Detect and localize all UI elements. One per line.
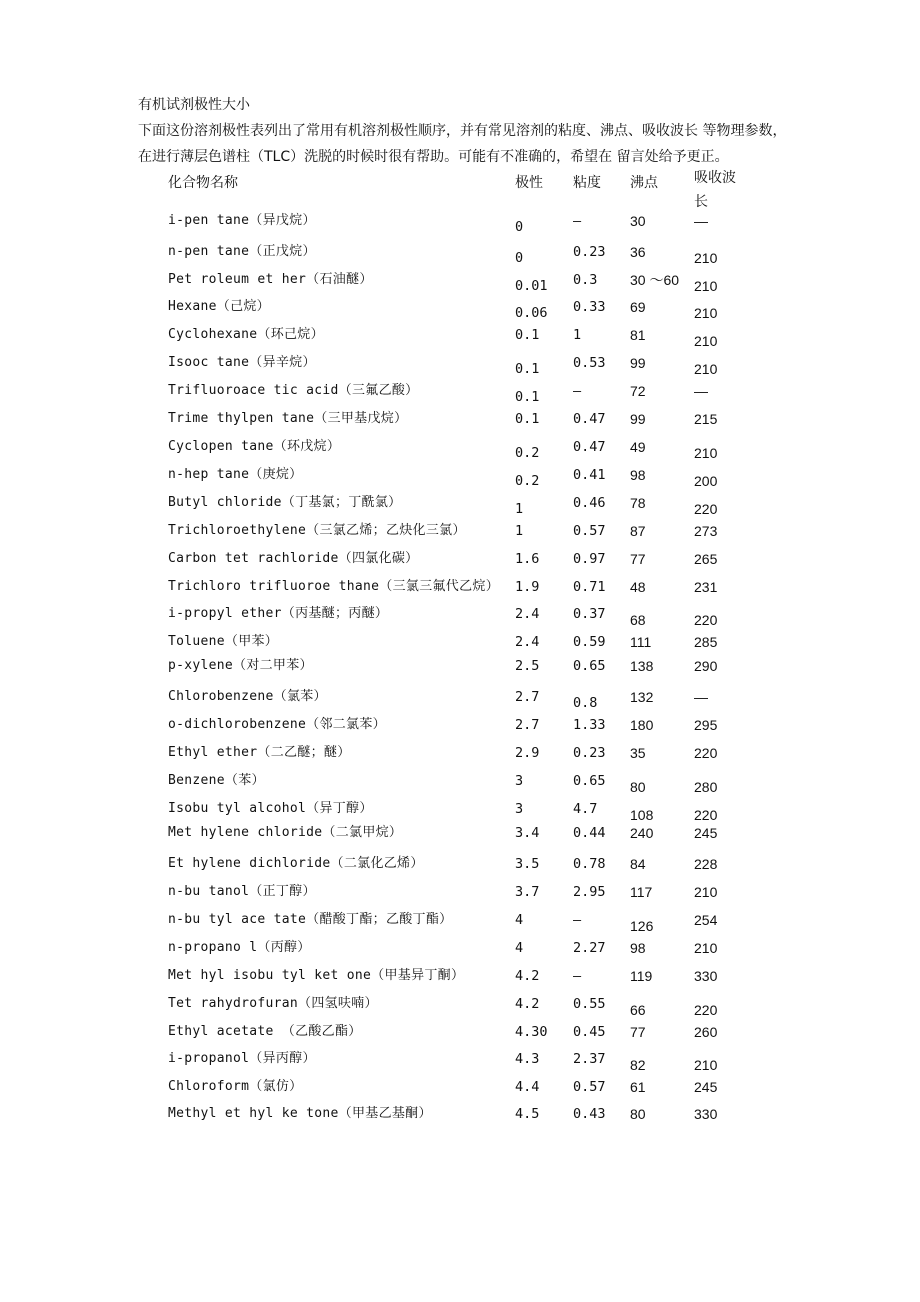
viscosity-value: 2.37 (573, 1051, 606, 1067)
wavelength-value: 245 (694, 1079, 718, 1095)
wavelength-value: 245 (694, 825, 718, 841)
compound-name (168, 550, 418, 568)
boiling-point-value: 49 (630, 439, 646, 455)
compound-name-en: Methyl et hyl ke tone (168, 1106, 339, 1121)
compound-name (168, 271, 373, 289)
compound-name-zh: （甲基乙基酮） (338, 1106, 432, 1121)
boiling-point-value: 77 (630, 1024, 646, 1040)
compound-name (168, 1078, 302, 1096)
compound-name-en: o-dichlorobenzene (168, 717, 307, 732)
compound-name-zh: （甲苯） (224, 634, 279, 649)
polarity-value: 3.7 (515, 884, 540, 900)
wavelength-value: 231 (694, 579, 718, 595)
viscosity-value: 0.55 (573, 996, 606, 1012)
boiling-point-value: 68 (630, 612, 646, 628)
polarity-value: 4.5 (515, 1106, 540, 1122)
compound-name-zh: （二氯化乙烯） (330, 856, 424, 871)
table-row (0, 995, 920, 1019)
boiling-point-value: 82 (630, 1057, 646, 1073)
table-row (0, 824, 920, 848)
table-row (0, 1050, 920, 1074)
compound-name-en: Ethyl acetate (168, 1024, 282, 1039)
polarity-value: 1 (515, 501, 524, 517)
table-row (0, 716, 920, 740)
table-row (0, 326, 920, 350)
table-row (0, 800, 920, 824)
table-row (0, 1023, 920, 1047)
compound-name (168, 382, 418, 400)
polarity-value: 0.2 (515, 473, 540, 489)
compound-name (168, 716, 386, 734)
table-row (0, 911, 920, 935)
viscosity-value: 0.71 (573, 579, 606, 595)
compound-name-zh: （异戊烷） (249, 213, 316, 228)
boiling-point-value: 99 (630, 355, 646, 371)
compound-name-zh: （己烷） (216, 299, 270, 314)
compound-name-en: Chloroform (168, 1079, 250, 1094)
polarity-value: 4.30 (515, 1024, 548, 1040)
boiling-point-value: 30 (630, 213, 646, 229)
compound-name-zh: （氯苯） (273, 689, 327, 704)
table-row (0, 382, 920, 406)
wavelength-value: 260 (694, 1024, 718, 1040)
polarity-value: 1.6 (515, 551, 540, 567)
header-boiling-point: 沸点 (630, 175, 658, 191)
wavelength-value: 295 (694, 717, 718, 733)
polarity-value: 2.7 (515, 717, 540, 733)
polarity-value: 3 (515, 773, 524, 789)
polarity-value: 2.9 (515, 745, 540, 761)
compound-name (168, 605, 388, 623)
compound-name (168, 410, 407, 428)
polarity-value: 0.1 (515, 327, 540, 343)
polarity-value: 1.9 (515, 579, 540, 595)
viscosity-value: — (573, 383, 582, 399)
header-name: 化合物名称 (168, 175, 238, 191)
polarity-value: 4.2 (515, 996, 540, 1012)
viscosity-value: 0.41 (573, 467, 606, 483)
compound-name-en: Ethyl ether (168, 745, 258, 760)
viscosity-value: 0.37 (573, 606, 606, 622)
polarity-value: 3.5 (515, 856, 540, 872)
compound-name (168, 633, 278, 651)
compound-name-en: Toluene (168, 634, 225, 649)
compound-name-en: n-bu tyl ace tate (168, 912, 307, 927)
table-row (0, 354, 920, 378)
compound-name-zh: （对二甲苯） (233, 658, 313, 673)
table-row (0, 772, 920, 796)
compound-name (168, 911, 452, 929)
table-row (0, 657, 920, 681)
viscosity-value: 0.47 (573, 439, 606, 455)
compound-name (168, 772, 265, 790)
compound-name-zh: （环戊烷） (273, 439, 341, 454)
table-row (0, 1078, 920, 1102)
boiling-point-value: 66 (630, 1002, 646, 1018)
boiling-point-value: 108 (630, 807, 654, 823)
table-row (0, 967, 920, 991)
polarity-value: 4 (515, 912, 524, 928)
compound-name-zh: （乙酸乙酯） (281, 1024, 362, 1039)
compound-name (168, 243, 316, 261)
boiling-point-value: 72 (630, 383, 646, 399)
boiling-point-value: 138 (630, 658, 654, 674)
polarity-value: 0 (515, 250, 524, 266)
compound-name (168, 824, 402, 842)
wavelength-value: 220 (694, 1002, 718, 1018)
polarity-value: 3 (515, 801, 524, 817)
compound-name (168, 1050, 316, 1068)
compound-name-en: Benzene (168, 773, 225, 788)
table-row (0, 1105, 920, 1129)
viscosity-value: 0.45 (573, 1024, 606, 1040)
boiling-point-value: 117 (630, 884, 653, 900)
compound-name (168, 494, 401, 512)
polarity-value: 4.2 (515, 968, 540, 984)
compound-name-en: n-bu tanol (168, 884, 250, 899)
compound-name-en: Pet roleum et her (168, 272, 307, 287)
compound-name (168, 522, 466, 540)
compound-name-zh: （环己烷） (257, 327, 324, 342)
viscosity-value: 1 (573, 327, 582, 343)
wavelength-value: 200 (694, 473, 718, 489)
compound-name (168, 967, 464, 985)
compound-name (168, 995, 378, 1013)
wavelength-value: — (694, 689, 708, 705)
compound-name (168, 326, 324, 344)
wavelength-value: 220 (694, 745, 718, 761)
viscosity-value: 0.47 (573, 411, 606, 427)
polarity-value: 2.7 (515, 689, 540, 705)
compound-name (168, 657, 313, 675)
wavelength-value: 330 (694, 1106, 718, 1122)
compound-name-en: Butyl chloride (168, 495, 282, 510)
table-row (0, 605, 920, 629)
wavelength-value: 254 (694, 912, 718, 928)
viscosity-value: 0.23 (573, 745, 606, 761)
compound-name (168, 438, 340, 456)
table-row (0, 438, 920, 462)
compound-name-zh: （四氢呋喃） (298, 996, 378, 1011)
compound-name-zh: （丁基氯；丁酰氯） (281, 495, 402, 510)
boiling-point-value: 77 (630, 551, 646, 567)
viscosity-value: 0.33 (573, 299, 606, 315)
viscosity-value: 4.7 (573, 801, 598, 817)
wavelength-value: 210 (694, 884, 718, 900)
compound-name-zh: （异辛烷） (249, 355, 316, 370)
boiling-point-value: 48 (630, 579, 646, 595)
polarity-value: 0 (515, 219, 524, 235)
compound-name-zh: （氯仿） (249, 1079, 303, 1094)
table-row (0, 855, 920, 879)
wavelength-value: 228 (694, 856, 718, 872)
compound-name-zh: （邻二氯苯） (306, 717, 386, 732)
viscosity-value: — (573, 968, 582, 984)
polarity-value: 2.4 (515, 606, 540, 622)
wavelength-value: 210 (694, 940, 718, 956)
viscosity-value: 2.27 (573, 940, 606, 956)
wavelength-value: 330 (694, 968, 718, 984)
compound-name-en: Trime thylpen tane (168, 411, 315, 426)
boiling-point-value: 119 (630, 968, 653, 984)
compound-name-en: Cyclopen tane (168, 439, 274, 454)
viscosity-value: 0.65 (573, 658, 606, 674)
boiling-point-value: 111 (630, 634, 652, 650)
boiling-point-value: 78 (630, 495, 646, 511)
table-row (0, 494, 920, 518)
wavelength-value: 220 (694, 501, 718, 517)
compound-name-zh: （二乙醚；醚） (257, 745, 351, 760)
compound-name-en: Isobu tyl alcohol (168, 801, 307, 816)
wavelength-value: — (694, 213, 708, 229)
header-wavelength: 吸收波长 (694, 170, 736, 210)
boiling-point-value: 98 (630, 940, 646, 956)
viscosity-value: 0.23 (573, 244, 606, 260)
compound-name-zh: （二氯甲烷） (322, 825, 403, 840)
compound-name-en: i-propyl ether (168, 606, 282, 621)
viscosity-value: 0.43 (573, 1106, 606, 1122)
compound-name-en: Carbon tet rachloride (168, 551, 339, 566)
viscosity-value: — (573, 213, 582, 229)
boiling-point-value: 81 (630, 327, 646, 343)
table-row (0, 939, 920, 963)
boiling-point-value: 84 (630, 856, 646, 872)
compound-name-zh: （丙基醚；丙醚） (281, 606, 389, 621)
viscosity-value: 0.44 (573, 825, 606, 841)
boiling-point-value: 30 ～60 (630, 272, 680, 288)
compound-name-en: Cyclohexane (168, 327, 258, 342)
polarity-value: 0.1 (515, 361, 540, 377)
wavelength-value: 220 (694, 807, 718, 823)
table-row (0, 212, 920, 236)
boiling-point-value: 80 (630, 1106, 646, 1122)
viscosity-value: — (573, 912, 582, 928)
compound-name (168, 688, 327, 706)
compound-name (168, 1023, 362, 1041)
compound-name-zh: （异丙醇） (249, 1051, 316, 1066)
compound-name-zh: （石油醚） (306, 272, 373, 287)
wavelength-value: 210 (694, 361, 718, 377)
intro-paragraph: 下面这份溶剂极性表列出了常用有机溶剂极性顺序，并有常见溶剂的粘度、沸点、吸收波长 等物理参数，在进行薄层色谱柱（TLC）洗脱的时候时很有帮助。可能有不准确的，希望在 留言处给予更正。 (138, 123, 787, 165)
polarity-value: 2.4 (515, 634, 540, 650)
compound-name-zh: （庚烷） (249, 467, 303, 482)
viscosity-value: 0.97 (573, 551, 606, 567)
compound-name-zh: （正丁醇） (249, 884, 316, 899)
boiling-point-value: 87 (630, 523, 646, 539)
wavelength-value: 210 (694, 278, 718, 294)
wavelength-value: 210 (694, 250, 718, 266)
viscosity-value: 0.8 (573, 695, 598, 711)
table-row (0, 633, 920, 657)
boiling-point-value: 35 (630, 745, 646, 761)
compound-name-zh: （甲基异丁酮） (371, 968, 465, 983)
compound-name-en: Met hylene chloride (168, 825, 323, 840)
compound-name (168, 800, 373, 818)
compound-name (168, 298, 270, 316)
compound-name-en: n-hep tane (168, 467, 250, 482)
table-row (0, 688, 920, 712)
boiling-point-value: 61 (630, 1079, 646, 1095)
wavelength-value: 210 (694, 305, 718, 321)
polarity-value: 3.4 (515, 825, 540, 841)
compound-name-zh: （三氯三氟代乙烷） (379, 579, 499, 594)
boiling-point-value: 98 (630, 467, 646, 483)
compound-name-en: p-xylene (168, 658, 234, 673)
compound-name (168, 578, 499, 596)
wavelength-value: 210 (694, 1057, 718, 1073)
compound-name-en: Isooc tane (168, 355, 250, 370)
wavelength-value: 210 (694, 445, 718, 461)
wavelength-value: 265 (694, 551, 718, 567)
polarity-value: 0.1 (515, 389, 540, 405)
compound-name-en: Tet rahydrofuran (168, 996, 299, 1011)
compound-name-en: Met hyl isobu tyl ket one (168, 968, 372, 983)
wavelength-value: 285 (694, 634, 718, 650)
wavelength-value: — (694, 383, 708, 399)
viscosity-value: 0.46 (573, 495, 606, 511)
boiling-point-value: 126 (630, 918, 654, 934)
table-row (0, 550, 920, 574)
compound-name-en: Trifluoroace tic acid (168, 383, 339, 398)
header-viscosity: 粘度 (573, 175, 601, 191)
table-row (0, 578, 920, 602)
boiling-point-value: 36 (630, 244, 646, 260)
compound-name-en: Trichloroethylene (168, 523, 307, 538)
compound-name-zh: （三氟乙酸） (338, 383, 419, 398)
viscosity-value: 2.95 (573, 884, 606, 900)
compound-name-zh: （苯） (224, 773, 265, 788)
polarity-value: 0.1 (515, 411, 540, 427)
boiling-point-value: 240 (630, 825, 654, 841)
compound-name-zh: （醋酸丁酯；乙酸丁酯） (306, 912, 453, 927)
compound-name-zh: （异丁醇） (306, 801, 373, 816)
compound-name-en: Et hylene dichloride (168, 856, 331, 871)
viscosity-value: 0.65 (573, 773, 606, 789)
compound-name-en: n-pen tane (168, 244, 250, 259)
wavelength-value: 280 (694, 779, 718, 795)
compound-name (168, 855, 424, 873)
compound-name (168, 354, 316, 372)
polarity-value: 4.3 (515, 1051, 540, 1067)
compound-name (168, 744, 351, 762)
viscosity-value: 0.57 (573, 1079, 606, 1095)
compound-name (168, 883, 316, 901)
boiling-point-value: 99 (630, 411, 646, 427)
compound-name-zh: （四氯化碳） (338, 551, 419, 566)
polarity-value: 1 (515, 523, 524, 539)
table-row (0, 298, 920, 322)
compound-name (168, 466, 302, 484)
compound-name-en: n-propano l (168, 940, 258, 955)
compound-name-en: Trichloro trifluoroe thane (168, 579, 380, 594)
table-row (0, 522, 920, 546)
viscosity-value: 0.57 (573, 523, 606, 539)
compound-name (168, 939, 311, 957)
table-row (0, 466, 920, 490)
boiling-point-value: 80 (630, 779, 646, 795)
viscosity-value: 0.78 (573, 856, 606, 872)
viscosity-value: 0.53 (573, 355, 606, 371)
boiling-point-value: 180 (630, 717, 654, 733)
polarity-value: 0.06 (515, 305, 548, 321)
compound-name-zh: （三甲基戊烷） (314, 411, 408, 426)
boiling-point-value: 132 (630, 689, 654, 705)
wavelength-value: 210 (694, 333, 718, 349)
table-row (0, 744, 920, 768)
header-polarity: 极性 (515, 175, 543, 191)
compound-name-en: Chlorobenzene (168, 689, 274, 704)
table-row (0, 410, 920, 434)
compound-name-zh: （丙醇） (257, 940, 311, 955)
polarity-value: 2.5 (515, 658, 540, 674)
table-row (0, 243, 920, 267)
compound-name (168, 1105, 432, 1123)
wavelength-value: 290 (694, 658, 718, 674)
wavelength-value: 220 (694, 612, 718, 628)
polarity-value: 4.4 (515, 1079, 540, 1095)
table-row (0, 271, 920, 295)
compound-name (168, 212, 316, 230)
polarity-value: 4 (515, 940, 524, 956)
viscosity-value: 1.33 (573, 717, 606, 733)
compound-name-en: i-propanol (168, 1051, 250, 1066)
compound-name-zh: （三氯乙烯；乙炔化三氯） (306, 523, 466, 538)
wavelength-value: 273 (694, 523, 718, 539)
document-title: 有机试剂极性大小 (138, 97, 250, 113)
boiling-point-value: 69 (630, 299, 646, 315)
wavelength-value: 215 (694, 411, 718, 427)
polarity-value: 0.2 (515, 445, 540, 461)
polarity-value: 0.01 (515, 278, 548, 294)
compound-name-en: i-pen tane (168, 213, 250, 228)
table-row (0, 883, 920, 907)
compound-name-zh: （正戊烷） (249, 244, 316, 259)
compound-name-en: Hexane (168, 299, 217, 314)
viscosity-value: 0.3 (573, 272, 598, 288)
viscosity-value: 0.59 (573, 634, 606, 650)
